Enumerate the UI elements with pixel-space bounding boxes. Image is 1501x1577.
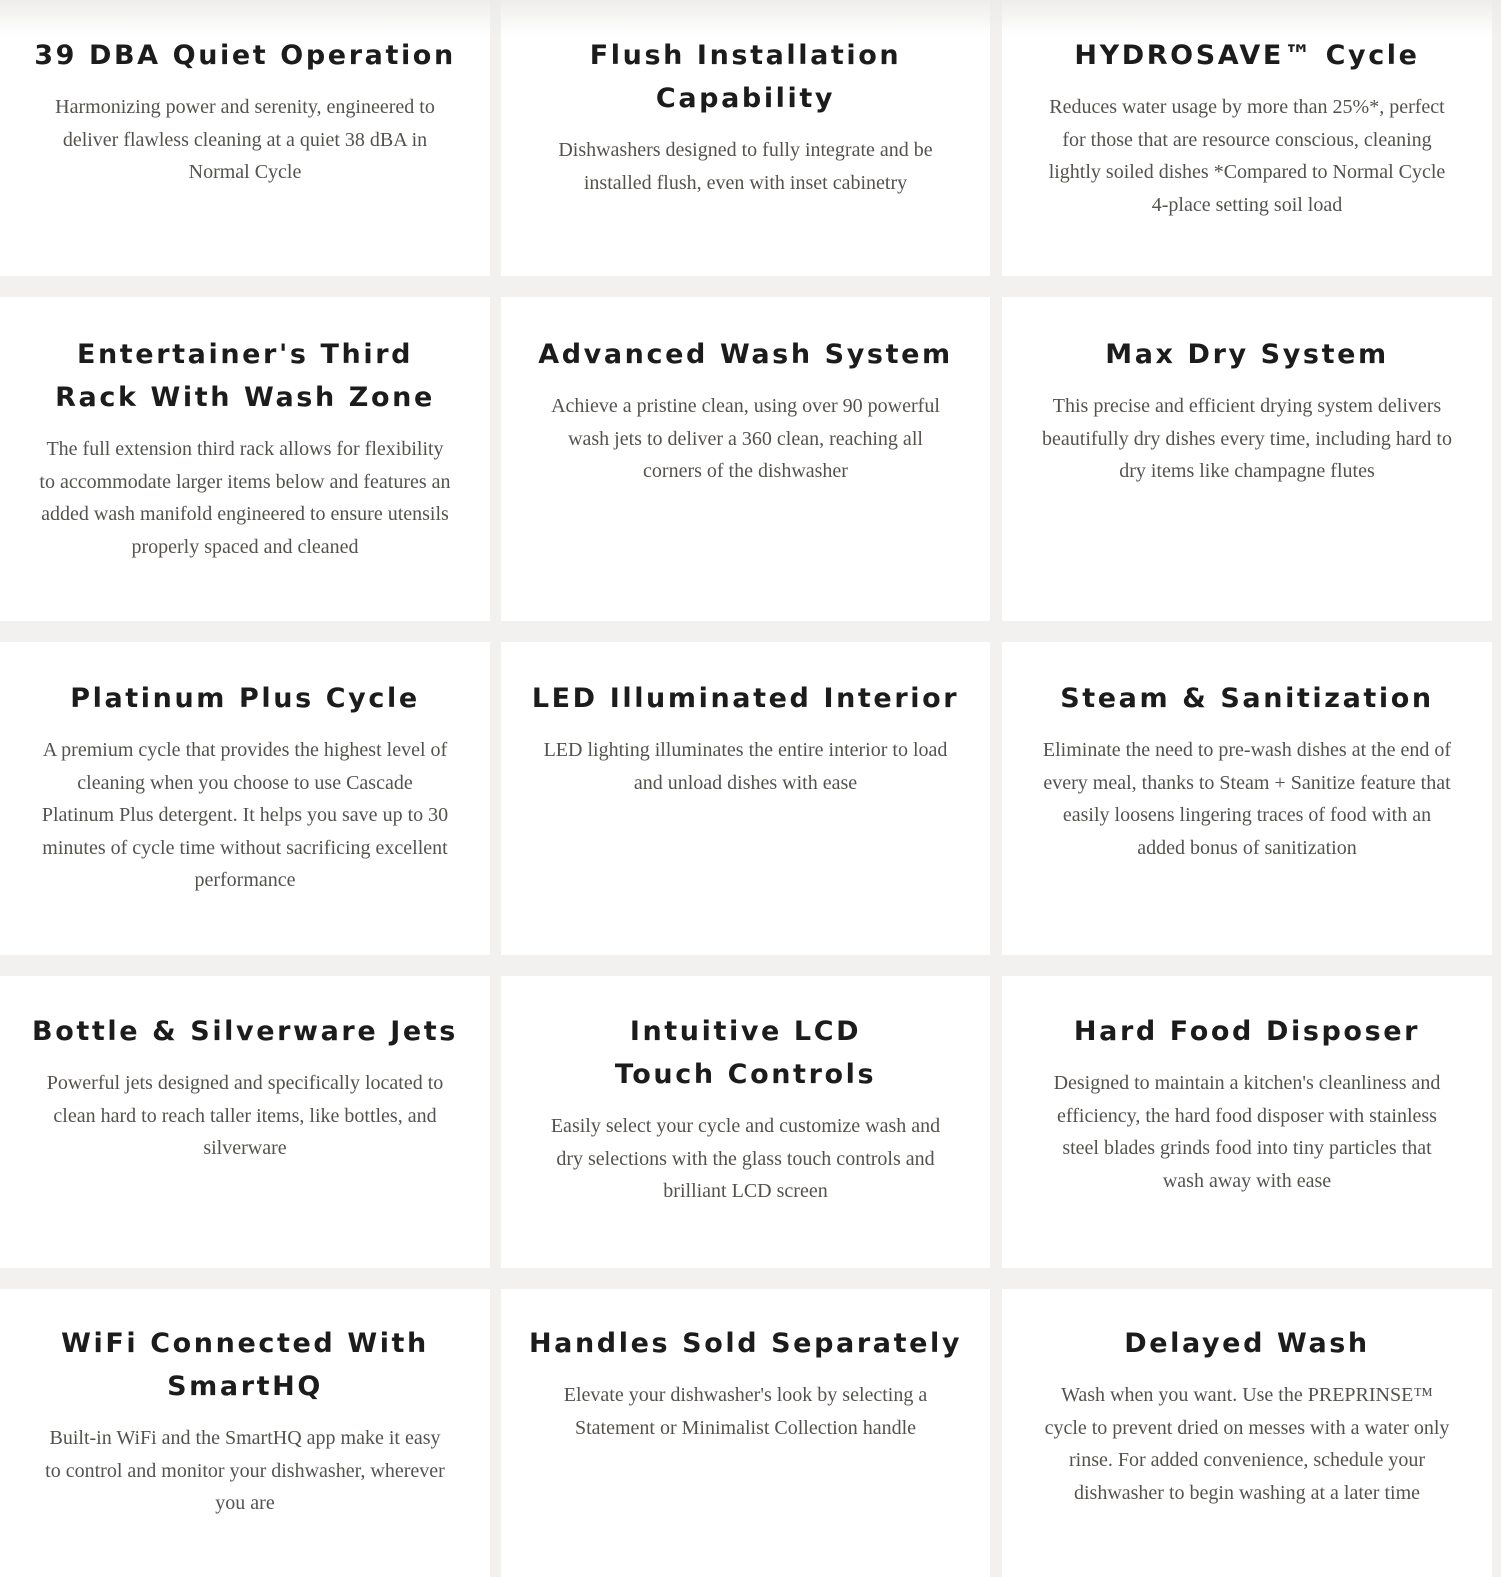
feature-card <box>501 0 990 276</box>
feature-description: Designed to maintain a kitchen's cleanliness and efficiency, the hard food disposer with stainless steel blades grinds food into tiny particles that wash away with ease <box>1053 1072 1441 1192</box>
feature-card <box>0 0 490 276</box>
feature-title: WiFi Connected With SmartHQ <box>61 1328 429 1402</box>
feature-title: HYDROSAVE™ Cycle <box>1074 40 1420 71</box>
feature-title: Intuitive LCD Touch Controls <box>614 1016 877 1090</box>
feature-description: Easily select your cycle and customize wash and dry selections with the glass touch controls and brilliant LCD screen <box>550 1115 941 1202</box>
feature-title: Flush Installation Capability <box>589 40 902 114</box>
feature-description: Wash when you want. Use the PREPRINSE™ cycle to prevent dried on messes with a water only rinse. For added convenience, schedule your dishwasher to begin washing at a later time <box>1044 1384 1450 1504</box>
feature-description: Reduces water usage by more than 25%*, perfect for those that are resource conscious, cleaning lightly soiled dishes *Compared to Normal Cycle 4-place setting soil load <box>1048 96 1446 216</box>
feature-description: LED lighting illuminates the entire interior to load and unload dishes with ease <box>543 739 948 794</box>
feature-description: Built-in WiFi and the SmartHQ app make it easy to control and monitor your dishwasher, wherever you are <box>45 1427 445 1514</box>
feature-card <box>501 976 990 1268</box>
feature-description: Achieve a pristine clean, using over 90 powerful wash jets to deliver a 360 clean, reaching all corners of the dishwasher <box>551 395 940 482</box>
feature-title: Steam & Sanitization <box>1060 683 1434 714</box>
feature-description: Powerful jets designed and specifically located to clean hard to reach taller items, like bottles, and silverware <box>46 1072 444 1159</box>
feature-description: This precise and efficient drying system delivers beautifully dry dishes every time, including hard to dry items like champagne flutes <box>1042 395 1452 482</box>
feature-description: Elevate your dishwasher's look by selecting a Statement or Minimalist Collection handle <box>563 1384 928 1439</box>
feature-title: Bottle & Silverware Jets <box>32 1016 458 1047</box>
feature-card <box>0 297 490 621</box>
feature-title: Advanced Wash System <box>538 339 953 370</box>
feature-title: Entertainer's Third Rack With Wash Zone <box>55 339 435 413</box>
feature-card <box>1002 297 1492 621</box>
feature-title: Max Dry System <box>1105 339 1389 370</box>
feature-description: Dishwashers designed to fully integrate and be installed flush, even with inset cabinetry <box>558 139 933 194</box>
feature-card <box>501 642 990 955</box>
feature-description: Harmonizing power and serenity, engineered to deliver flawless cleaning at a quiet 38 dBA in Normal Cycle <box>55 96 435 183</box>
feature-card <box>0 1289 490 1577</box>
feature-description: The full extension third rack allows for flexibility to accommodate larger items below and features an added wash manifold engineered to ensure utensils properly spaced and cleaned <box>39 438 451 558</box>
feature-description: A premium cycle that provides the highest level of cleaning when you choose to use Cascade Platinum Plus detergent. It helps you save up to 30 minutes of cycle time without sacrificing excellent performance <box>41 739 449 891</box>
feature-card <box>1002 976 1492 1268</box>
feature-card <box>1002 1289 1492 1577</box>
feature-title: LED Illuminated Interior <box>531 683 960 714</box>
feature-card <box>501 1289 990 1577</box>
feature-description: Eliminate the need to pre-wash dishes at the end of every meal, thanks to Steam + Sanitize feature that easily loosens lingering traces of food with an added bonus of sanitization <box>1042 739 1452 859</box>
feature-title: Platinum Plus Cycle <box>70 683 420 714</box>
feature-title: Handles Sold Separately <box>528 1328 963 1359</box>
feature-card <box>0 976 490 1268</box>
feature-card <box>0 642 490 955</box>
feature-card <box>1002 642 1492 955</box>
feature-title: Delayed Wash <box>1124 1328 1370 1359</box>
feature-card <box>1002 0 1492 276</box>
feature-card <box>501 297 990 621</box>
feature-title: 39 DBA Quiet Operation <box>34 40 456 71</box>
feature-title: Hard Food Disposer <box>1073 1016 1421 1047</box>
